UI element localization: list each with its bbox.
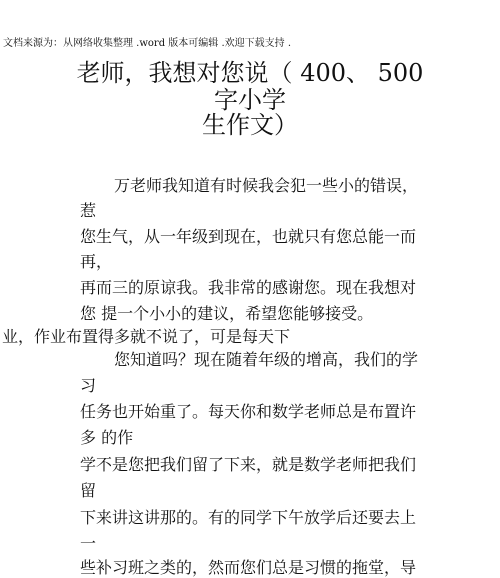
body-line: 万老师我知道有时候我会犯一些小的错误， [114,176,419,195]
body-line: 任务也开始重了。每天你和数学老师总是布置许 [80,402,417,421]
body-line: 些补习班之类的，然而您们总是习惯的拖堂，导 [80,558,417,577]
title-line-1: 老师，我想对您说（ 400、 500 [76,59,424,87]
body-line: 再， [80,252,113,271]
body-line: 留 [80,481,97,500]
body-line: 您 提一个小小的建议，希望您能够接受。 [80,304,374,323]
body-line: 您知道吗？现在随着年级的增高，我们的学 [114,350,419,369]
body-line: 一 [80,534,97,553]
body-line: 惹 [80,201,97,220]
title-line-3: 生作文） [202,111,298,139]
body-line: 再而三的原谅我。我非常的感谢您。现在我想对 [80,278,417,297]
body-line: 学不是您把我们留了下来，就是数学老师把我们 [80,455,417,474]
source-header: 文档来源为：从网络收集整理 .word 版本可编辑 .欢迎下载支持 . [3,38,292,49]
body-line: 业，作业布置得多就不说了，可是每天下 [2,327,291,346]
title-line-2: 字小学 [214,86,286,114]
body-line: 多 的作 [80,428,134,447]
body-line: 习 [80,376,97,395]
body-line: 您生气，从一年级到现在，也就只有您总能一而 [80,227,417,246]
body-line: 下来讲这讲那的。有的同学下午放学后还要去上 [80,508,417,527]
